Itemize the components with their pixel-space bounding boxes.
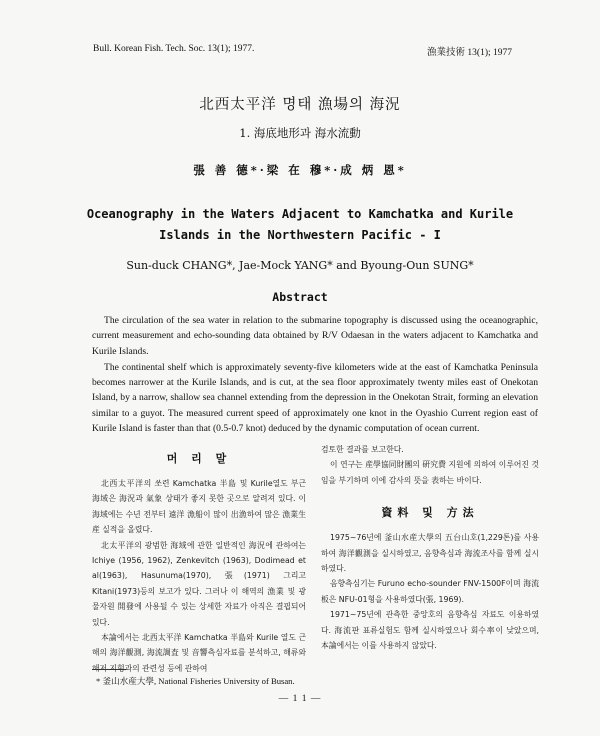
methods-paragraph-2: 음향측심기는 Furuno echo-sounder FNV-1500F이며 海流板은 NFU-01형을 사용하였다(張, 1969). [321,579,539,604]
abstract-body [92,313,538,436]
footnote-rule [92,669,126,670]
left-column [92,450,306,676]
korean-authors: 張 善 德*·梁 在 穆*·成 炳 恩* [193,163,407,177]
abstract-paragraph-1: The circulation of the sea water in relation to the submarine topography is discussed using the oceanographic, current measurement and echo-sounding data obtained by R/V Odaesan in the waters adjacent to Kamchatka and Kurile Islands. [92,315,538,357]
journal-header-right: 漁業技術 13(1); 1977 [427,48,512,58]
english-authors: Sun-duck CHANG*, Jae-Mock YANG* and Byoung-Oun SUNG* [126,259,474,272]
page-number: — 1 1 — [278,694,322,704]
intro-paragraph-2: 北太平洋의 광범한 海域에 관한 일반적인 海況에 관하여는 Ichiye (1956, 1962), Zenkevitch (1963), Dodimead et al(1963), Hasunuma(1970), 張(1971) 그리고 Kitani(1973)등의 보고가 있다. 그러나 이 해역의 漁業 및 광물자원 開發에 사용될 수 있는 상세한 자료가 아직은 결핍되어 있다. [92,540,306,627]
section-heading-introduction: 머 리 말 [166,452,232,465]
english-title-line-1: Oceanography in the Waters Adjacent to Kamchatka and Kurile [86,207,514,221]
intro-paragraph-3: 本論에서는 北西太平洋 Kamchatka 半島와 Kurile 열도 근해의 海洋觀測, 海流調査 및 音響측심자료를 분석하고, 해류와 해저 지형과의 관련성 등에 관하여 [92,633,306,673]
affiliation-footnote: * 釜山水産大學, National Fisheries University of Busan. [96,676,295,686]
english-title-line-2: Islands in the Northwestern Pacific - I [159,228,441,242]
right-column [321,442,539,653]
english-title [0,204,600,246]
korean-subtitle: 1. 海底地形과 海水流動 [239,126,361,140]
intro-paragraph-1: 北西太平洋의 쏘련 Kamchatka 半島 및 Kurile열도 부근 海域은 海況과 氣象 상태가 좋지 못한 곳으로 알려져 있다. 이 海域에는 수년 전부터 遠洋 漁船이 많이 出漁하여 많은 漁業生産 실적을 올렸다. [92,479,306,535]
korean-title: 北西太平洋 명태 漁場의 海況 [199,97,401,113]
section-heading-methods: 資料 및 方法 [381,506,479,520]
intro-paragraph-continued: 검토한 결과를 보고한다. [321,445,404,454]
journal-header-left: Bull. Korean Fish. Tech. Soc. 13(1); 1977. [93,44,255,54]
methods-paragraph-3: 1971~75년에 관측한 중앙호의 음향측심 자료도 이용하였다. 海流판 표류실험도 함께 실시하였으나 회수率이 낮았으며, 本論에서는 이를 사용하지 않았다. [321,610,539,651]
acknowledgement-paragraph: 이 연구는 産學協同財團의 硏究費 지원에 의하여 이루어진 것임을 부기하며 이에 감사의 뜻을 表하는 바이다. [321,460,539,485]
methods-paragraph-1: 1975~76년에 釜山水産大學의 五台山호(1,229톤)를 사용하여 海洋觀測을 실시하였고, 음향측심과 海流조사를 함께 실시하였다. [321,533,539,574]
abstract-heading: Abstract [272,290,328,304]
abstract-paragraph-2: The continental shelf which is approximately seventy-five kilometers wide at the east of Kamchatka Peninsula becomes narrower at the Kurile Islands, and is cut, at the sea floor approximately twenty miles east of Onekotan Island, by a narrow, shallow sea channel extending from the depression in the Onekotan Strait, forming an elevation similar to a guyot. The measured current speed of approximately one knot in the Oyashio Current region east of Kurile Island is faster than that (0.5-0.7 knot) deduced by the dynamic computation of ocean current. [92,361,538,435]
